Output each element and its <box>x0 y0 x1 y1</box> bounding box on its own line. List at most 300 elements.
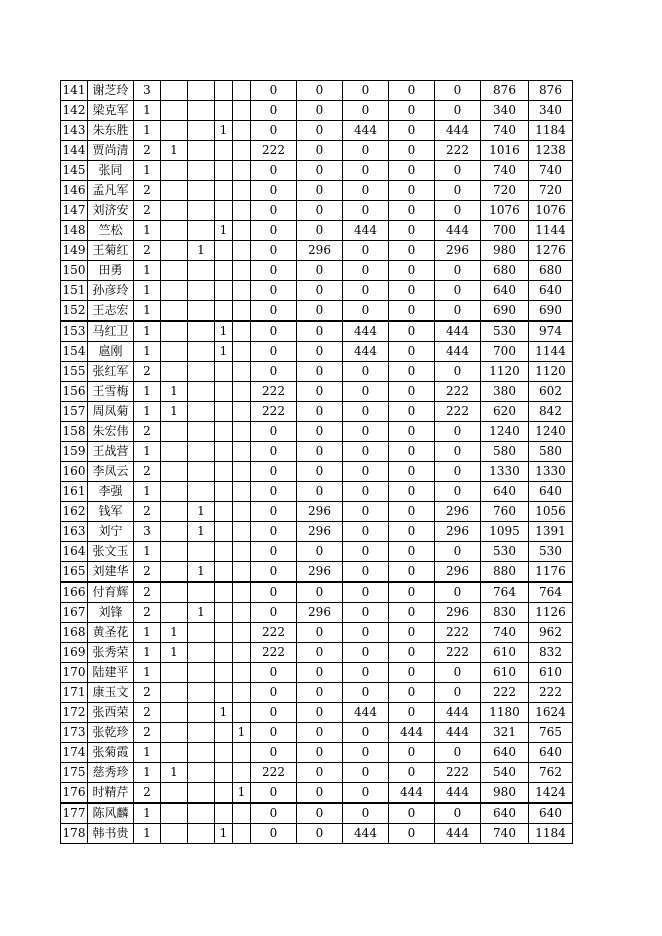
cell-value-c: 0 <box>343 562 389 583</box>
cell-value-c: 0 <box>343 582 389 603</box>
table-row <box>61 482 573 502</box>
cell-count: 1 <box>134 482 161 502</box>
cell-subtotal: 0 <box>435 362 481 382</box>
cell-value-a: 0 <box>251 502 297 522</box>
cell-flag-c <box>215 362 233 382</box>
cell-base: 740 <box>481 121 529 141</box>
cell-flag-a: 1 <box>161 382 188 402</box>
cell-flag-d <box>233 321 251 342</box>
cell-value-d: 0 <box>389 462 435 482</box>
cell-flag-c <box>215 683 233 703</box>
cell-count: 1 <box>134 281 161 301</box>
cell-name: 钱军 <box>88 502 134 522</box>
cell-flag-a: 1 <box>161 763 188 783</box>
cell-subtotal: 444 <box>435 824 481 844</box>
cell-row-number: 164 <box>61 542 88 562</box>
cell-base: 610 <box>481 643 529 663</box>
cell-count: 2 <box>134 783 161 804</box>
cell-base: 380 <box>481 382 529 402</box>
cell-subtotal: 0 <box>435 261 481 281</box>
table-row <box>61 542 573 562</box>
cell-value-d: 0 <box>389 824 435 844</box>
cell-flag-a <box>161 462 188 482</box>
cell-value-d: 0 <box>389 121 435 141</box>
cell-name: 黄圣花 <box>88 623 134 643</box>
cell-count: 2 <box>134 201 161 221</box>
cell-flag-d: 1 <box>233 783 251 804</box>
cell-value-a: 222 <box>251 141 297 161</box>
table-row <box>61 81 573 101</box>
cell-name: 张西荣 <box>88 703 134 723</box>
table-row <box>61 462 573 482</box>
cell-name: 张菊霞 <box>88 743 134 763</box>
cell-value-b: 0 <box>297 582 343 603</box>
cell-value-b: 0 <box>297 462 343 482</box>
cell-value-c: 0 <box>343 281 389 301</box>
cell-flag-b <box>188 723 215 743</box>
cell-total: 1120 <box>529 362 573 382</box>
cell-count: 1 <box>134 221 161 241</box>
cell-total: 1240 <box>529 422 573 442</box>
cell-value-b: 0 <box>297 301 343 322</box>
cell-base: 1076 <box>481 201 529 221</box>
cell-base: 764 <box>481 582 529 603</box>
cell-flag-c <box>215 522 233 542</box>
cell-flag-b <box>188 342 215 362</box>
cell-value-b: 0 <box>297 141 343 161</box>
cell-flag-a <box>161 342 188 362</box>
cell-value-a: 0 <box>251 683 297 703</box>
table-row <box>61 261 573 281</box>
cell-flag-b: 1 <box>188 603 215 623</box>
cell-value-d: 0 <box>389 763 435 783</box>
cell-name: 孟凡军 <box>88 181 134 201</box>
cell-name: 竺松 <box>88 221 134 241</box>
cell-row-number: 172 <box>61 703 88 723</box>
cell-flag-d <box>233 482 251 502</box>
cell-flag-c <box>215 582 233 603</box>
table-row <box>61 502 573 522</box>
cell-name: 刘建华 <box>88 562 134 583</box>
cell-name: 谢芝玲 <box>88 81 134 101</box>
cell-flag-d <box>233 582 251 603</box>
cell-base: 720 <box>481 181 529 201</box>
cell-flag-d <box>233 663 251 683</box>
cell-value-d: 444 <box>389 783 435 804</box>
cell-value-a: 0 <box>251 582 297 603</box>
cell-flag-d <box>233 141 251 161</box>
cell-total: 1391 <box>529 522 573 542</box>
cell-value-a: 0 <box>251 703 297 723</box>
cell-base: 1095 <box>481 522 529 542</box>
table-row <box>61 402 573 422</box>
cell-count: 2 <box>134 703 161 723</box>
cell-flag-a <box>161 161 188 181</box>
cell-value-a: 0 <box>251 301 297 322</box>
cell-flag-a <box>161 241 188 261</box>
cell-row-number: 173 <box>61 723 88 743</box>
cell-row-number: 147 <box>61 201 88 221</box>
cell-value-a: 222 <box>251 402 297 422</box>
cell-value-b: 0 <box>297 261 343 281</box>
cell-value-a: 222 <box>251 763 297 783</box>
cell-value-d: 0 <box>389 803 435 824</box>
cell-count: 1 <box>134 663 161 683</box>
cell-base: 1240 <box>481 422 529 442</box>
cell-count: 2 <box>134 462 161 482</box>
cell-flag-c <box>215 482 233 502</box>
cell-value-d: 0 <box>389 442 435 462</box>
cell-value-c: 0 <box>343 141 389 161</box>
cell-flag-a <box>161 502 188 522</box>
cell-value-c: 0 <box>343 422 389 442</box>
cell-subtotal: 222 <box>435 382 481 402</box>
cell-flag-d <box>233 603 251 623</box>
cell-subtotal: 296 <box>435 502 481 522</box>
cell-total: 1276 <box>529 241 573 261</box>
cell-flag-a <box>161 703 188 723</box>
cell-flag-b <box>188 623 215 643</box>
cell-subtotal: 0 <box>435 482 481 502</box>
cell-value-d: 0 <box>389 342 435 362</box>
table-row <box>61 824 573 844</box>
cell-subtotal: 296 <box>435 603 481 623</box>
cell-value-d: 0 <box>389 161 435 181</box>
cell-row-number: 153 <box>61 321 88 342</box>
cell-flag-b <box>188 382 215 402</box>
cell-value-a: 0 <box>251 482 297 502</box>
cell-count: 1 <box>134 824 161 844</box>
cell-name: 刘济安 <box>88 201 134 221</box>
cell-count: 1 <box>134 382 161 402</box>
cell-row-number: 151 <box>61 281 88 301</box>
cell-value-a: 0 <box>251 824 297 844</box>
cell-value-a: 0 <box>251 663 297 683</box>
cell-subtotal: 444 <box>435 703 481 723</box>
cell-name: 刘宁 <box>88 522 134 542</box>
cell-flag-a <box>161 723 188 743</box>
cell-count: 2 <box>134 502 161 522</box>
cell-total: 1056 <box>529 502 573 522</box>
cell-flag-c: 1 <box>215 342 233 362</box>
cell-value-d: 0 <box>389 683 435 703</box>
cell-value-b: 0 <box>297 81 343 101</box>
cell-value-a: 222 <box>251 382 297 402</box>
cell-flag-c <box>215 101 233 121</box>
cell-value-c: 0 <box>343 101 389 121</box>
cell-base: 640 <box>481 743 529 763</box>
cell-flag-b <box>188 482 215 502</box>
cell-subtotal: 0 <box>435 81 481 101</box>
cell-row-number: 168 <box>61 623 88 643</box>
cell-value-c: 0 <box>343 482 389 502</box>
cell-subtotal: 444 <box>435 783 481 804</box>
cell-base: 830 <box>481 603 529 623</box>
cell-value-a: 0 <box>251 241 297 261</box>
table-row <box>61 382 573 402</box>
cell-subtotal: 222 <box>435 623 481 643</box>
cell-value-d: 0 <box>389 261 435 281</box>
cell-value-d: 0 <box>389 542 435 562</box>
cell-value-d: 0 <box>389 181 435 201</box>
cell-subtotal: 0 <box>435 161 481 181</box>
cell-value-c: 0 <box>343 462 389 482</box>
cell-value-d: 0 <box>389 301 435 322</box>
cell-count: 1 <box>134 261 161 281</box>
cell-value-a: 222 <box>251 623 297 643</box>
cell-value-d: 0 <box>389 502 435 522</box>
cell-value-a: 0 <box>251 342 297 362</box>
table-row <box>61 141 573 161</box>
cell-value-a: 0 <box>251 221 297 241</box>
cell-flag-b <box>188 743 215 763</box>
cell-row-number: 174 <box>61 743 88 763</box>
cell-flag-c <box>215 542 233 562</box>
cell-name: 康玉文 <box>88 683 134 703</box>
cell-total: 640 <box>529 803 573 824</box>
cell-name: 付育辉 <box>88 582 134 603</box>
cell-flag-b: 1 <box>188 502 215 522</box>
cell-total: 640 <box>529 743 573 763</box>
cell-base: 340 <box>481 101 529 121</box>
cell-subtotal: 444 <box>435 723 481 743</box>
cell-flag-a <box>161 542 188 562</box>
table-row <box>61 362 573 382</box>
cell-flag-c <box>215 623 233 643</box>
cell-flag-c <box>215 462 233 482</box>
cell-value-a: 0 <box>251 462 297 482</box>
cell-value-c: 0 <box>343 442 389 462</box>
cell-value-d: 0 <box>389 422 435 442</box>
cell-flag-d <box>233 101 251 121</box>
cell-base: 610 <box>481 663 529 683</box>
cell-name: 张秀荣 <box>88 643 134 663</box>
cell-total: 1238 <box>529 141 573 161</box>
cell-flag-a <box>161 101 188 121</box>
cell-row-number: 162 <box>61 502 88 522</box>
cell-value-c: 0 <box>343 402 389 422</box>
cell-flag-b <box>188 643 215 663</box>
cell-subtotal: 296 <box>435 522 481 542</box>
cell-value-a: 0 <box>251 281 297 301</box>
cell-name: 孙彦玲 <box>88 281 134 301</box>
cell-count: 2 <box>134 562 161 583</box>
cell-total: 580 <box>529 442 573 462</box>
cell-value-b: 0 <box>297 623 343 643</box>
cell-count: 1 <box>134 121 161 141</box>
cell-flag-d <box>233 522 251 542</box>
cell-value-b: 0 <box>297 221 343 241</box>
cell-value-d: 0 <box>389 743 435 763</box>
table-row <box>61 321 573 342</box>
cell-total: 602 <box>529 382 573 402</box>
cell-total: 640 <box>529 281 573 301</box>
cell-name: 周凤菊 <box>88 402 134 422</box>
cell-subtotal: 0 <box>435 301 481 322</box>
cell-count: 1 <box>134 342 161 362</box>
table-row <box>61 221 573 241</box>
cell-row-number: 141 <box>61 81 88 101</box>
cell-subtotal: 0 <box>435 542 481 562</box>
cell-total: 832 <box>529 643 573 663</box>
cell-subtotal: 0 <box>435 422 481 442</box>
cell-value-c: 0 <box>343 241 389 261</box>
table-row <box>61 723 573 743</box>
cell-value-d: 0 <box>389 281 435 301</box>
cell-flag-a <box>161 663 188 683</box>
cell-base: 876 <box>481 81 529 101</box>
cell-flag-b <box>188 402 215 422</box>
cell-value-d: 0 <box>389 703 435 723</box>
cell-count: 1 <box>134 101 161 121</box>
cell-flag-b <box>188 783 215 804</box>
cell-value-a: 0 <box>251 121 297 141</box>
cell-flag-c <box>215 803 233 824</box>
cell-flag-a <box>161 261 188 281</box>
cell-name: 王雪梅 <box>88 382 134 402</box>
cell-subtotal: 444 <box>435 342 481 362</box>
cell-row-number: 163 <box>61 522 88 542</box>
cell-flag-c <box>215 442 233 462</box>
cell-flag-b <box>188 663 215 683</box>
cell-value-d: 0 <box>389 663 435 683</box>
cell-flag-d <box>233 803 251 824</box>
cell-value-a: 0 <box>251 101 297 121</box>
cell-flag-c <box>215 743 233 763</box>
cell-count: 2 <box>134 181 161 201</box>
cell-flag-a <box>161 121 188 141</box>
table-row <box>61 422 573 442</box>
cell-base: 640 <box>481 803 529 824</box>
cell-name: 张文玉 <box>88 542 134 562</box>
cell-flag-d: 1 <box>233 723 251 743</box>
cell-base: 530 <box>481 321 529 342</box>
cell-name: 陈风麟 <box>88 803 134 824</box>
cell-count: 2 <box>134 241 161 261</box>
cell-flag-c <box>215 603 233 623</box>
cell-base: 1120 <box>481 362 529 382</box>
cell-value-c: 444 <box>343 121 389 141</box>
cell-name: 王志宏 <box>88 301 134 322</box>
cell-value-c: 0 <box>343 201 389 221</box>
cell-name: 慈秀珍 <box>88 763 134 783</box>
cell-value-a: 0 <box>251 261 297 281</box>
cell-value-b: 296 <box>297 603 343 623</box>
cell-count: 2 <box>134 422 161 442</box>
data-table <box>60 80 573 844</box>
cell-flag-a <box>161 683 188 703</box>
cell-value-b: 0 <box>297 181 343 201</box>
cell-flag-d <box>233 362 251 382</box>
cell-row-number: 154 <box>61 342 88 362</box>
cell-name: 朱东胜 <box>88 121 134 141</box>
cell-value-c: 0 <box>343 301 389 322</box>
cell-row-number: 155 <box>61 362 88 382</box>
cell-base: 980 <box>481 241 529 261</box>
cell-flag-b: 1 <box>188 562 215 583</box>
cell-subtotal: 296 <box>435 241 481 261</box>
cell-flag-c: 1 <box>215 824 233 844</box>
cell-value-b: 0 <box>297 442 343 462</box>
table-row <box>61 101 573 121</box>
cell-base: 740 <box>481 161 529 181</box>
cell-subtotal: 444 <box>435 221 481 241</box>
cell-value-c: 0 <box>343 81 389 101</box>
cell-name: 朱宏伟 <box>88 422 134 442</box>
cell-row-number: 158 <box>61 422 88 442</box>
cell-total: 974 <box>529 321 573 342</box>
cell-flag-c <box>215 402 233 422</box>
cell-flag-b <box>188 803 215 824</box>
table-row <box>61 522 573 542</box>
cell-row-number: 146 <box>61 181 88 201</box>
cell-flag-a <box>161 603 188 623</box>
cell-flag-c <box>215 783 233 804</box>
cell-base: 530 <box>481 542 529 562</box>
cell-row-number: 149 <box>61 241 88 261</box>
cell-row-number: 177 <box>61 803 88 824</box>
cell-flag-a <box>161 562 188 583</box>
cell-value-b: 0 <box>297 683 343 703</box>
cell-flag-d <box>233 382 251 402</box>
cell-value-b: 0 <box>297 101 343 121</box>
cell-flag-c <box>215 141 233 161</box>
cell-flag-b <box>188 462 215 482</box>
cell-total: 222 <box>529 683 573 703</box>
cell-flag-b <box>188 281 215 301</box>
cell-flag-a <box>161 321 188 342</box>
cell-flag-d <box>233 221 251 241</box>
cell-count: 3 <box>134 81 161 101</box>
cell-value-d: 0 <box>389 201 435 221</box>
cell-subtotal: 0 <box>435 101 481 121</box>
table-row <box>61 342 573 362</box>
cell-total: 610 <box>529 663 573 683</box>
cell-flag-c <box>215 502 233 522</box>
cell-flag-d <box>233 763 251 783</box>
cell-value-a: 0 <box>251 522 297 542</box>
cell-total: 876 <box>529 81 573 101</box>
cell-flag-d <box>233 201 251 221</box>
cell-name: 张红军 <box>88 362 134 382</box>
cell-value-c: 0 <box>343 763 389 783</box>
cell-flag-d <box>233 241 251 261</box>
cell-value-d: 444 <box>389 723 435 743</box>
cell-flag-a <box>161 482 188 502</box>
cell-value-b: 0 <box>297 362 343 382</box>
table-row <box>61 643 573 663</box>
cell-flag-b <box>188 141 215 161</box>
cell-value-b: 0 <box>297 321 343 342</box>
cell-flag-a <box>161 522 188 542</box>
cell-name: 马红卫 <box>88 321 134 342</box>
cell-flag-c: 1 <box>215 221 233 241</box>
cell-row-number: 142 <box>61 101 88 121</box>
cell-total: 1076 <box>529 201 573 221</box>
cell-subtotal: 0 <box>435 442 481 462</box>
cell-total: 690 <box>529 301 573 322</box>
cell-flag-d <box>233 703 251 723</box>
cell-flag-d <box>233 542 251 562</box>
cell-total: 1144 <box>529 221 573 241</box>
cell-row-number: 175 <box>61 763 88 783</box>
cell-flag-d <box>233 462 251 482</box>
cell-subtotal: 0 <box>435 663 481 683</box>
cell-flag-d <box>233 342 251 362</box>
cell-flag-b <box>188 101 215 121</box>
cell-base: 580 <box>481 442 529 462</box>
cell-flag-c: 1 <box>215 321 233 342</box>
